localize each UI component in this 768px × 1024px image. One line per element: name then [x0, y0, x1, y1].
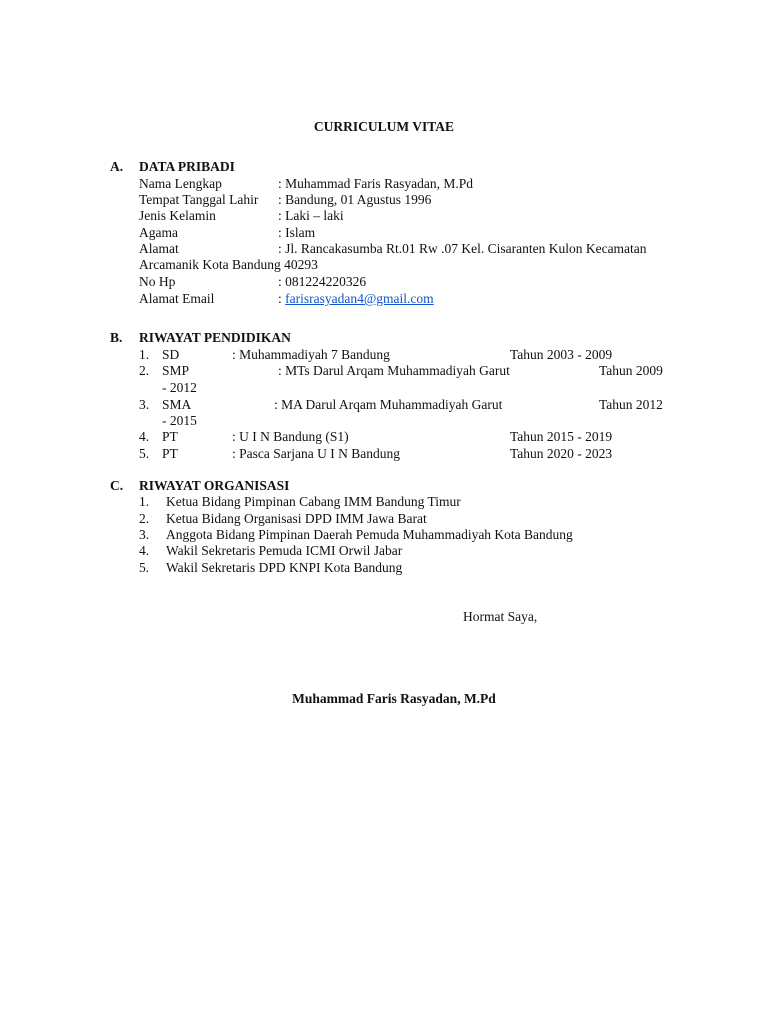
edu-1-school: : Muhammadiyah 7 Bandung — [232, 347, 390, 362]
edu-5-number: 5. — [139, 446, 150, 461]
org-5-number: 5. — [139, 560, 150, 575]
edu-2-school: : MTs Darul Arqam Muhammadiyah Garut — [278, 363, 510, 378]
edu-5-years: Tahun 2020 - 2023 — [510, 446, 613, 461]
edu-1-number: 1. — [139, 347, 150, 362]
section-a-heading: DATA PRIBADI — [139, 159, 235, 174]
value-no-hp: : 081224220326 — [278, 274, 367, 289]
edu-3-school: : MA Darul Arqam Muhammadiyah Garut — [274, 397, 503, 412]
label-alamat-email: Alamat Email — [139, 291, 215, 306]
org-4-number: 4. — [139, 543, 150, 558]
value-nama-lengkap: : Muhammad Faris Rasyadan, M.Pd — [278, 176, 473, 191]
org-2-text: Ketua Bidang Organisasi DPD IMM Jawa Barat — [166, 511, 427, 526]
value-tempat-tanggal-lahir: : Bandung, 01 Agustus 1996 — [278, 192, 432, 207]
org-2-number: 2. — [139, 511, 150, 526]
document-title: CURRICULUM VITAE — [313, 119, 455, 134]
edu-3-years-continued: - 2015 — [162, 413, 197, 428]
section-c-heading: RIWAYAT ORGANISASI — [139, 478, 290, 493]
edu-1-years: Tahun 2003 - 2009 — [510, 347, 613, 362]
value-agama: : Islam — [278, 225, 316, 240]
edu-2-years: Tahun 2009 — [599, 363, 663, 378]
edu-4-school: : U I N Bandung (S1) — [232, 429, 349, 444]
email-colon: : — [278, 291, 286, 306]
edu-5-level: PT — [162, 446, 178, 461]
closing-text: Hormat Saya, — [463, 609, 538, 624]
label-nama-lengkap: Nama Lengkap — [139, 176, 222, 191]
label-alamat: Alamat — [139, 241, 179, 256]
section-c-letter: C. — [110, 478, 124, 493]
org-5-text: Wakil Sekretaris DPD KNPI Kota Bandung — [166, 560, 403, 575]
label-agama: Agama — [139, 225, 178, 240]
edu-4-level: PT — [162, 429, 178, 444]
org-3-text: Anggota Bidang Pimpinan Daerah Pemuda Muhammadiyah Kota Bandung — [166, 527, 573, 542]
label-tempat-tanggal-lahir: Tempat Tanggal Lahir — [139, 192, 259, 207]
edu-3-years: Tahun 2012 — [599, 397, 663, 412]
section-a-letter: A. — [110, 159, 124, 174]
org-1-number: 1. — [139, 494, 150, 509]
edu-2-level: SMP — [162, 363, 190, 378]
edu-3-level: SMA — [162, 397, 192, 412]
signature-name: Muhammad Faris Rasyadan, M.Pd — [292, 691, 496, 706]
label-jenis-kelamin: Jenis Kelamin — [139, 208, 216, 223]
value-alamat: : Jl. Rancakasumba Rt.01 Rw .07 Kel. Cisaranten Kulon Kecamatan — [278, 241, 647, 256]
org-3-number: 3. — [139, 527, 150, 542]
org-1-text: Ketua Bidang Pimpinan Cabang IMM Bandung Timur — [166, 494, 461, 509]
value-alamat-continued: Arcamanik Kota Bandung 40293 — [139, 257, 318, 272]
org-4-text: Wakil Sekretaris Pemuda ICMI Orwil Jabar — [166, 543, 403, 558]
value-jenis-kelamin: : Laki – laki — [278, 208, 344, 223]
email-link[interactable]: farisrasyadan4@gmail.com — [285, 291, 434, 306]
edu-3-number: 3. — [139, 397, 150, 412]
edu-2-number: 2. — [139, 363, 150, 378]
value-alamat-email — [278, 291, 434, 307]
section-b-letter: B. — [110, 330, 123, 345]
edu-4-number: 4. — [139, 429, 150, 444]
edu-4-years: Tahun 2015 - 2019 — [510, 429, 613, 444]
section-b-heading: RIWAYAT PENDIDIKAN — [139, 330, 291, 345]
edu-2-years-continued: - 2012 — [162, 380, 197, 395]
edu-1-level: SD — [162, 347, 180, 362]
label-no-hp: No Hp — [139, 274, 176, 289]
edu-5-school: : Pasca Sarjana U I N Bandung — [232, 446, 400, 461]
